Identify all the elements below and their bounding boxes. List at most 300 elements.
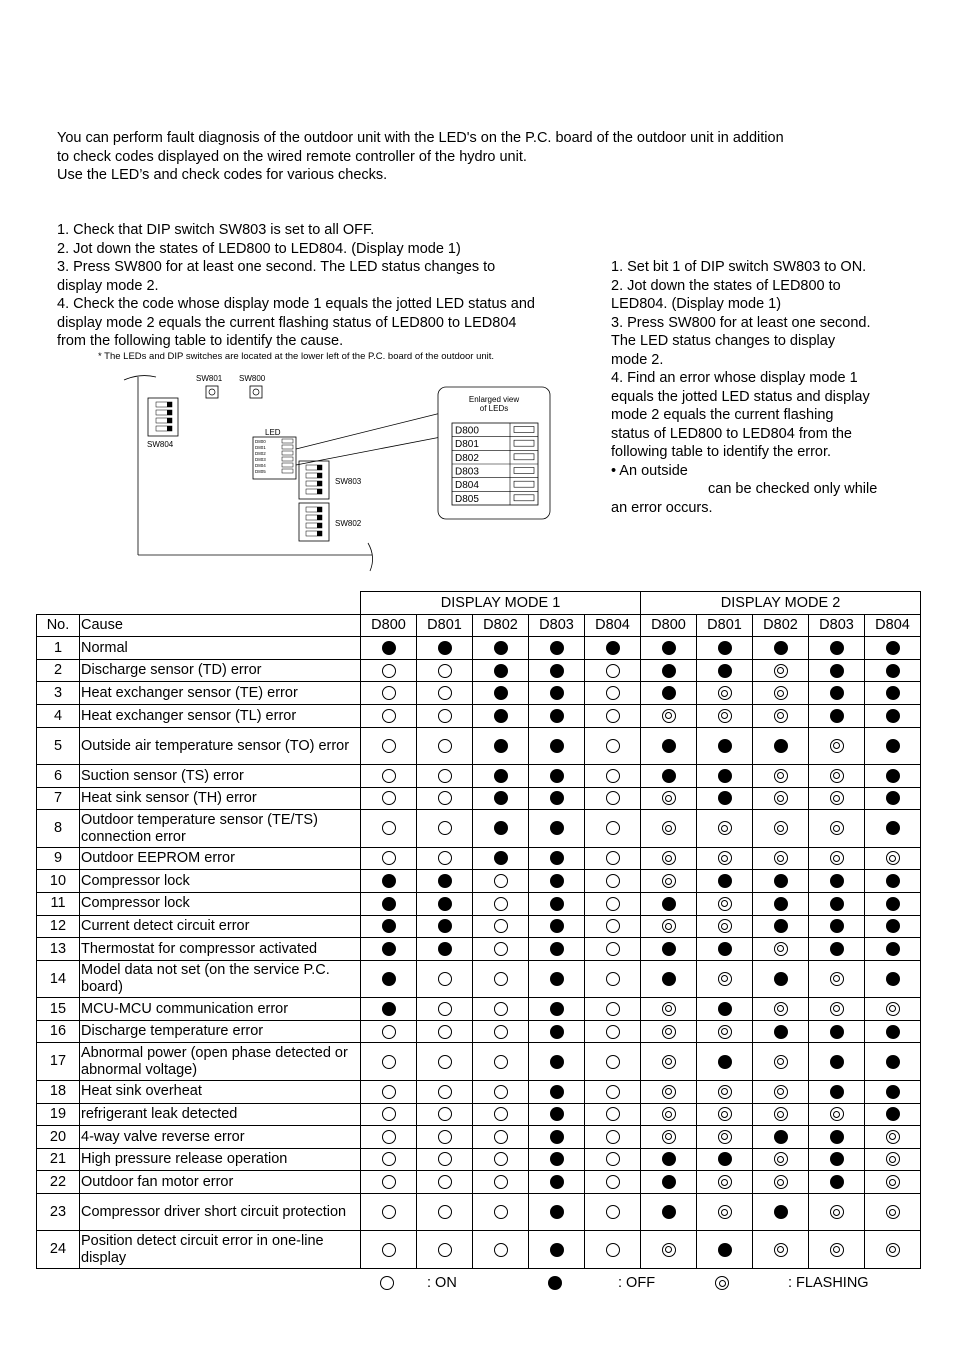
led-header: D803 xyxy=(529,614,585,637)
intro-text xyxy=(57,129,784,185)
led-state-cell xyxy=(641,637,697,660)
led-state-cell xyxy=(641,915,697,938)
led-state-cell xyxy=(361,1231,417,1269)
row-number: 6 xyxy=(37,765,80,788)
off-indicator-icon xyxy=(830,1175,844,1189)
on-indicator-icon xyxy=(606,1025,620,1039)
led-state-cell xyxy=(361,810,417,848)
off-indicator-icon xyxy=(662,1175,676,1189)
led-state-cell xyxy=(753,892,809,915)
off-indicator-icon xyxy=(550,769,564,783)
on-indicator-icon xyxy=(438,1152,452,1166)
flashing-indicator-icon xyxy=(718,1205,732,1219)
led-state-cell xyxy=(753,765,809,788)
led-state-cell xyxy=(585,1103,641,1126)
led-state-cell xyxy=(417,637,473,660)
led-state-cell xyxy=(585,704,641,727)
table-row xyxy=(37,1126,921,1149)
on-indicator-icon xyxy=(438,664,452,678)
led-state-cell xyxy=(865,1193,921,1231)
on-indicator-icon xyxy=(606,1152,620,1166)
off-indicator-icon xyxy=(550,1205,564,1219)
led-state-cell xyxy=(753,938,809,961)
led-state-cell xyxy=(417,704,473,727)
on-indicator-icon xyxy=(382,1085,396,1099)
led-block-labels xyxy=(255,439,266,474)
led-state-cell xyxy=(585,1043,641,1081)
led-state-cell xyxy=(529,1148,585,1171)
row-number: 10 xyxy=(37,870,80,893)
flashing-indicator-icon xyxy=(662,709,676,723)
row-cause: High pressure release operation xyxy=(80,1148,361,1171)
led-state-cell xyxy=(753,637,809,660)
on-indicator-icon xyxy=(494,1025,508,1039)
sw800-button-knob xyxy=(253,389,259,395)
led-state-cell xyxy=(697,1171,753,1194)
on-indicator-icon xyxy=(438,709,452,723)
flashing-indicator-icon xyxy=(718,1175,732,1189)
svg-text:D801: D801 xyxy=(255,445,266,450)
led-state-cell xyxy=(641,1126,697,1149)
off-indicator-icon xyxy=(886,791,900,805)
led-state-cell xyxy=(809,637,865,660)
off-indicator-icon xyxy=(550,664,564,678)
off-indicator-icon xyxy=(494,851,508,865)
sw802-label: SW802 xyxy=(335,519,362,528)
led-state-cell xyxy=(753,704,809,727)
led-state-cell xyxy=(417,1080,473,1103)
procedure-line: 1. Set bit 1 of DIP switch SW803 to ON. xyxy=(611,259,867,275)
on-indicator-icon xyxy=(606,769,620,783)
svg-text:D805: D805 xyxy=(255,469,266,474)
board-edge-break xyxy=(368,543,373,571)
led-state-cell xyxy=(753,1020,809,1043)
led-state-cell xyxy=(529,1231,585,1269)
on-indicator-icon xyxy=(382,821,396,835)
led-state-cell xyxy=(809,659,865,682)
off-indicator-icon xyxy=(494,739,508,753)
led-state-cell xyxy=(809,892,865,915)
leader-line-top xyxy=(296,413,441,449)
led-state-cell xyxy=(809,704,865,727)
on-indicator-icon xyxy=(606,1130,620,1144)
on-indicator-icon xyxy=(494,1002,508,1016)
led-state-cell xyxy=(697,1126,753,1149)
led-state-cell xyxy=(361,847,417,870)
led-state-cell xyxy=(585,915,641,938)
led-state-cell xyxy=(361,1080,417,1103)
led-state-cell xyxy=(865,938,921,961)
led-state-cell xyxy=(417,659,473,682)
off-indicator-icon xyxy=(774,1025,788,1039)
table-row xyxy=(37,1020,921,1043)
table-row xyxy=(37,938,921,961)
led-state-cell xyxy=(753,1043,809,1081)
led-state-cell xyxy=(865,1148,921,1171)
on-indicator-icon xyxy=(606,1002,620,1016)
flashing-indicator-icon xyxy=(774,1055,788,1069)
led-state-cell xyxy=(361,659,417,682)
led-state-cell xyxy=(473,1148,529,1171)
led-state-cell xyxy=(361,870,417,893)
led-state-cell xyxy=(417,870,473,893)
on-indicator-icon xyxy=(606,709,620,723)
on-indicator-icon xyxy=(494,897,508,911)
led-state-cell xyxy=(697,870,753,893)
off-indicator-icon xyxy=(606,641,620,655)
off-indicator-icon xyxy=(550,686,564,700)
led-state-cell xyxy=(361,637,417,660)
led-state-cell xyxy=(529,1171,585,1194)
row-cause: Model data not set (on the service P.C. board) xyxy=(80,960,361,998)
led-state-cell xyxy=(473,1080,529,1103)
off-indicator-icon xyxy=(886,1025,900,1039)
off-indicator-icon xyxy=(662,769,676,783)
flashing-indicator-icon xyxy=(662,1025,676,1039)
led-state-cell xyxy=(641,727,697,765)
led-state-cell xyxy=(361,1171,417,1194)
led-state-cell xyxy=(865,704,921,727)
led-state-cell xyxy=(809,960,865,998)
led-state-cell xyxy=(361,892,417,915)
led-state-cell xyxy=(697,892,753,915)
enlarged-led-label: D805 xyxy=(455,493,479,505)
on-indicator-icon xyxy=(494,1055,508,1069)
on-indicator-icon xyxy=(382,1055,396,1069)
led-state-cell xyxy=(585,682,641,705)
on-indicator-icon xyxy=(494,1107,508,1121)
led-state-cell xyxy=(473,682,529,705)
off-indicator-icon xyxy=(550,919,564,933)
led-state-cell xyxy=(753,682,809,705)
led-state-cell xyxy=(641,1171,697,1194)
on-indicator-icon xyxy=(494,919,508,933)
sw802-dip-switch xyxy=(299,503,329,541)
off-indicator-icon xyxy=(886,686,900,700)
led-state-cell xyxy=(473,765,529,788)
led-state-cell xyxy=(865,659,921,682)
sw801-button xyxy=(206,386,218,398)
table-row xyxy=(37,704,921,727)
led-header: D804 xyxy=(865,614,921,637)
flashing-indicator-icon xyxy=(662,1130,676,1144)
off-indicator-icon xyxy=(718,1152,732,1166)
on-indicator-icon xyxy=(494,1175,508,1189)
off-indicator-icon xyxy=(550,1002,564,1016)
off-indicator-icon xyxy=(382,972,396,986)
led-state-cell xyxy=(641,1193,697,1231)
procedure-line: from the following table to identify the cause. xyxy=(57,333,344,349)
led-state-cell xyxy=(809,1043,865,1081)
led-state-cell xyxy=(473,1231,529,1269)
led-state-cell xyxy=(865,682,921,705)
row-number: 20 xyxy=(37,1126,80,1149)
off-indicator-icon xyxy=(774,919,788,933)
row-cause: 4-way valve reverse error xyxy=(80,1126,361,1149)
led-state-cell xyxy=(529,704,585,727)
led-state-cell xyxy=(697,765,753,788)
led-state-cell xyxy=(641,682,697,705)
svg-text:D804: D804 xyxy=(255,463,266,468)
off-indicator-icon xyxy=(382,897,396,911)
led-state-cell xyxy=(865,847,921,870)
led-state-cell xyxy=(417,1043,473,1081)
led-state-cell xyxy=(697,1231,753,1269)
led-header: D801 xyxy=(417,614,473,637)
table-row xyxy=(37,1148,921,1171)
flashing-indicator-icon xyxy=(886,1130,900,1144)
off-indicator-icon xyxy=(494,686,508,700)
flashing-indicator-icon xyxy=(718,972,732,986)
flashing-indicator-icon xyxy=(830,821,844,835)
off-indicator-icon xyxy=(382,641,396,655)
table-row xyxy=(37,1080,921,1103)
procedure-line: • An outside xyxy=(611,462,688,479)
on-indicator-icon xyxy=(606,919,620,933)
flashing-indicator-icon xyxy=(718,1025,732,1039)
led-state-cell xyxy=(473,1171,529,1194)
off-indicator-icon xyxy=(438,641,452,655)
led-state-cell xyxy=(865,998,921,1021)
led-state-cell xyxy=(809,1126,865,1149)
flashing-indicator-icon xyxy=(830,1205,844,1219)
led-state-cell xyxy=(585,727,641,765)
off-indicator-icon xyxy=(830,942,844,956)
flashing-indicator-icon xyxy=(662,874,676,888)
enlarged-led-label: D804 xyxy=(455,480,479,492)
led-state-cell xyxy=(809,938,865,961)
led-state-cell xyxy=(641,870,697,893)
flashing-indicator-icon xyxy=(774,1175,788,1189)
row-number: 19 xyxy=(37,1103,80,1126)
led-state-cell xyxy=(361,727,417,765)
off-indicator-icon xyxy=(494,664,508,678)
off-indicator-icon xyxy=(830,641,844,655)
off-indicator-icon xyxy=(886,821,900,835)
enlarged-led-label: D803 xyxy=(455,466,479,478)
off-indicator-icon xyxy=(550,1085,564,1099)
led-state-cell xyxy=(697,682,753,705)
led-state-cell xyxy=(529,998,585,1021)
led-state-cell xyxy=(585,637,641,660)
led-state-cell xyxy=(417,847,473,870)
led-state-cell xyxy=(865,1231,921,1269)
on-indicator-icon xyxy=(438,1085,452,1099)
off-indicator-icon xyxy=(718,769,732,783)
table-row xyxy=(37,870,921,893)
on-indicator-icon xyxy=(494,1152,508,1166)
on-indicator-icon xyxy=(382,1205,396,1219)
display-mode-1-header: DISPLAY MODE 1 xyxy=(361,592,641,615)
led-state-cell xyxy=(865,892,921,915)
off-indicator-icon xyxy=(550,791,564,805)
led-state-cell xyxy=(697,847,753,870)
led-state-cell xyxy=(753,998,809,1021)
led-state-cell xyxy=(529,787,585,810)
flashing-indicator-icon xyxy=(718,851,732,865)
led-state-cell xyxy=(753,915,809,938)
led-state-cell xyxy=(529,847,585,870)
led-state-cell xyxy=(585,1231,641,1269)
off-indicator-icon xyxy=(830,709,844,723)
on-indicator-icon xyxy=(438,851,452,865)
flashing-indicator-icon xyxy=(662,1243,676,1257)
led-state-cell xyxy=(753,847,809,870)
on-indicator-icon xyxy=(606,1175,620,1189)
row-cause: Abnormal power (open phase detected or abnormal voltage) xyxy=(80,1043,361,1081)
on-indicator-icon xyxy=(494,1205,508,1219)
led-state-cell xyxy=(417,915,473,938)
sw803-toggles xyxy=(306,465,322,494)
led-state-cell xyxy=(361,1043,417,1081)
sw804-toggles xyxy=(156,402,172,431)
legend-off-icon xyxy=(548,1274,562,1292)
led-state-cell xyxy=(417,998,473,1021)
off-indicator-icon xyxy=(550,1243,564,1257)
flashing-indicator-icon xyxy=(662,791,676,805)
led-state-cell xyxy=(865,1103,921,1126)
off-indicator-icon xyxy=(830,664,844,678)
led-state-cell xyxy=(809,682,865,705)
led-state-cell xyxy=(473,870,529,893)
led-state-cell xyxy=(473,637,529,660)
row-cause: Compressor lock xyxy=(80,892,361,915)
row-cause: Normal xyxy=(80,637,361,660)
on-indicator-icon xyxy=(438,1243,452,1257)
off-indicator-icon xyxy=(774,739,788,753)
off-indicator-icon xyxy=(550,897,564,911)
led-state-cell xyxy=(865,1171,921,1194)
off-indicator-icon xyxy=(830,1025,844,1039)
led-state-cell xyxy=(585,938,641,961)
row-number: 18 xyxy=(37,1080,80,1103)
table-group-header-row xyxy=(37,592,921,615)
led-state-cell xyxy=(585,1080,641,1103)
off-indicator-icon xyxy=(830,1055,844,1069)
led-state-cell xyxy=(809,1103,865,1126)
led-state-cell xyxy=(865,765,921,788)
row-cause: Outside air temperature sensor (TO) error xyxy=(80,727,361,765)
cause-header: Cause xyxy=(80,614,361,637)
led-state-cell xyxy=(361,1020,417,1043)
flashing-indicator-icon xyxy=(718,821,732,835)
on-indicator-icon xyxy=(382,664,396,678)
flashing-indicator-icon xyxy=(830,769,844,783)
off-indicator-icon xyxy=(494,791,508,805)
row-cause: Discharge temperature error xyxy=(80,1020,361,1043)
off-indicator-icon xyxy=(886,709,900,723)
led-state-cell xyxy=(417,1020,473,1043)
no-header: No. xyxy=(37,614,80,637)
off-indicator-icon xyxy=(550,709,564,723)
flashing-indicator-icon xyxy=(774,1107,788,1121)
on-indicator-icon xyxy=(606,1055,620,1069)
on-indicator-icon xyxy=(606,1107,620,1121)
led-state-cell xyxy=(473,892,529,915)
display-mode-2-header: DISPLAY MODE 2 xyxy=(641,592,921,615)
led-state-cell xyxy=(529,1193,585,1231)
procedure-line: mode 2. xyxy=(611,351,664,368)
led-state-cell xyxy=(529,960,585,998)
table-row xyxy=(37,1043,921,1081)
row-cause: Thermostat for compressor activated xyxy=(80,938,361,961)
led-header: D800 xyxy=(641,614,697,637)
led-state-cell xyxy=(753,1103,809,1126)
flashing-indicator-icon xyxy=(662,1085,676,1099)
table-row xyxy=(37,637,921,660)
intro-line: to check codes displayed on the wired remote controller of the hydro unit. xyxy=(57,148,527,165)
off-indicator-icon xyxy=(662,897,676,911)
led-state-cell xyxy=(809,847,865,870)
off-indicator-icon xyxy=(886,897,900,911)
flashing-indicator-icon xyxy=(774,791,788,805)
led-state-cell xyxy=(641,938,697,961)
off-indicator-icon xyxy=(718,1002,732,1016)
row-number: 23 xyxy=(37,1193,80,1231)
off-indicator-icon xyxy=(494,821,508,835)
procedure-line: 2. Jot down the states of LED800 to xyxy=(611,277,841,294)
row-number: 1 xyxy=(37,637,80,660)
off-indicator-icon xyxy=(886,1055,900,1069)
led-state-cell xyxy=(585,1148,641,1171)
off-indicator-icon xyxy=(718,791,732,805)
on-indicator-icon xyxy=(382,851,396,865)
off-indicator-icon xyxy=(718,739,732,753)
led-state-cell xyxy=(585,1171,641,1194)
led-label: LED xyxy=(265,428,281,437)
led-state-cell xyxy=(417,892,473,915)
flashing-indicator-icon xyxy=(718,919,732,933)
row-number: 9 xyxy=(37,847,80,870)
on-indicator-icon xyxy=(606,821,620,835)
on-indicator-icon xyxy=(606,942,620,956)
flashing-indicator-icon xyxy=(774,664,788,678)
on-indicator-icon xyxy=(438,769,452,783)
led-state-cell xyxy=(529,1043,585,1081)
led-state-cell xyxy=(697,1193,753,1231)
off-indicator-icon xyxy=(718,1243,732,1257)
led-state-cell xyxy=(473,1043,529,1081)
led-state-cell xyxy=(809,1080,865,1103)
led-state-cell xyxy=(473,915,529,938)
off-indicator-icon xyxy=(886,874,900,888)
off-indicator-icon xyxy=(830,919,844,933)
led-state-cell xyxy=(809,1148,865,1171)
led-state-cell xyxy=(361,682,417,705)
row-number: 8 xyxy=(37,810,80,848)
led-state-cell xyxy=(697,1020,753,1043)
sw800-label: SW800 xyxy=(239,374,266,383)
led-state-cell xyxy=(417,682,473,705)
led-state-cell xyxy=(585,1020,641,1043)
led-state-cell xyxy=(417,810,473,848)
off-indicator-icon xyxy=(830,1152,844,1166)
led-state-cell xyxy=(641,892,697,915)
led-state-cell xyxy=(529,870,585,893)
led-state-cell xyxy=(809,1231,865,1269)
flashing-indicator-icon xyxy=(886,1175,900,1189)
led-state-cell xyxy=(473,1193,529,1231)
procedure-line: equals the jotted LED status and display xyxy=(611,388,870,405)
led-state-cell xyxy=(417,1193,473,1231)
table-row xyxy=(37,892,921,915)
led-state-cell xyxy=(361,1103,417,1126)
flashing-indicator-icon xyxy=(886,851,900,865)
on-indicator-icon xyxy=(606,686,620,700)
led-state-cell xyxy=(473,938,529,961)
table-row xyxy=(37,960,921,998)
led-state-cell xyxy=(753,1193,809,1231)
